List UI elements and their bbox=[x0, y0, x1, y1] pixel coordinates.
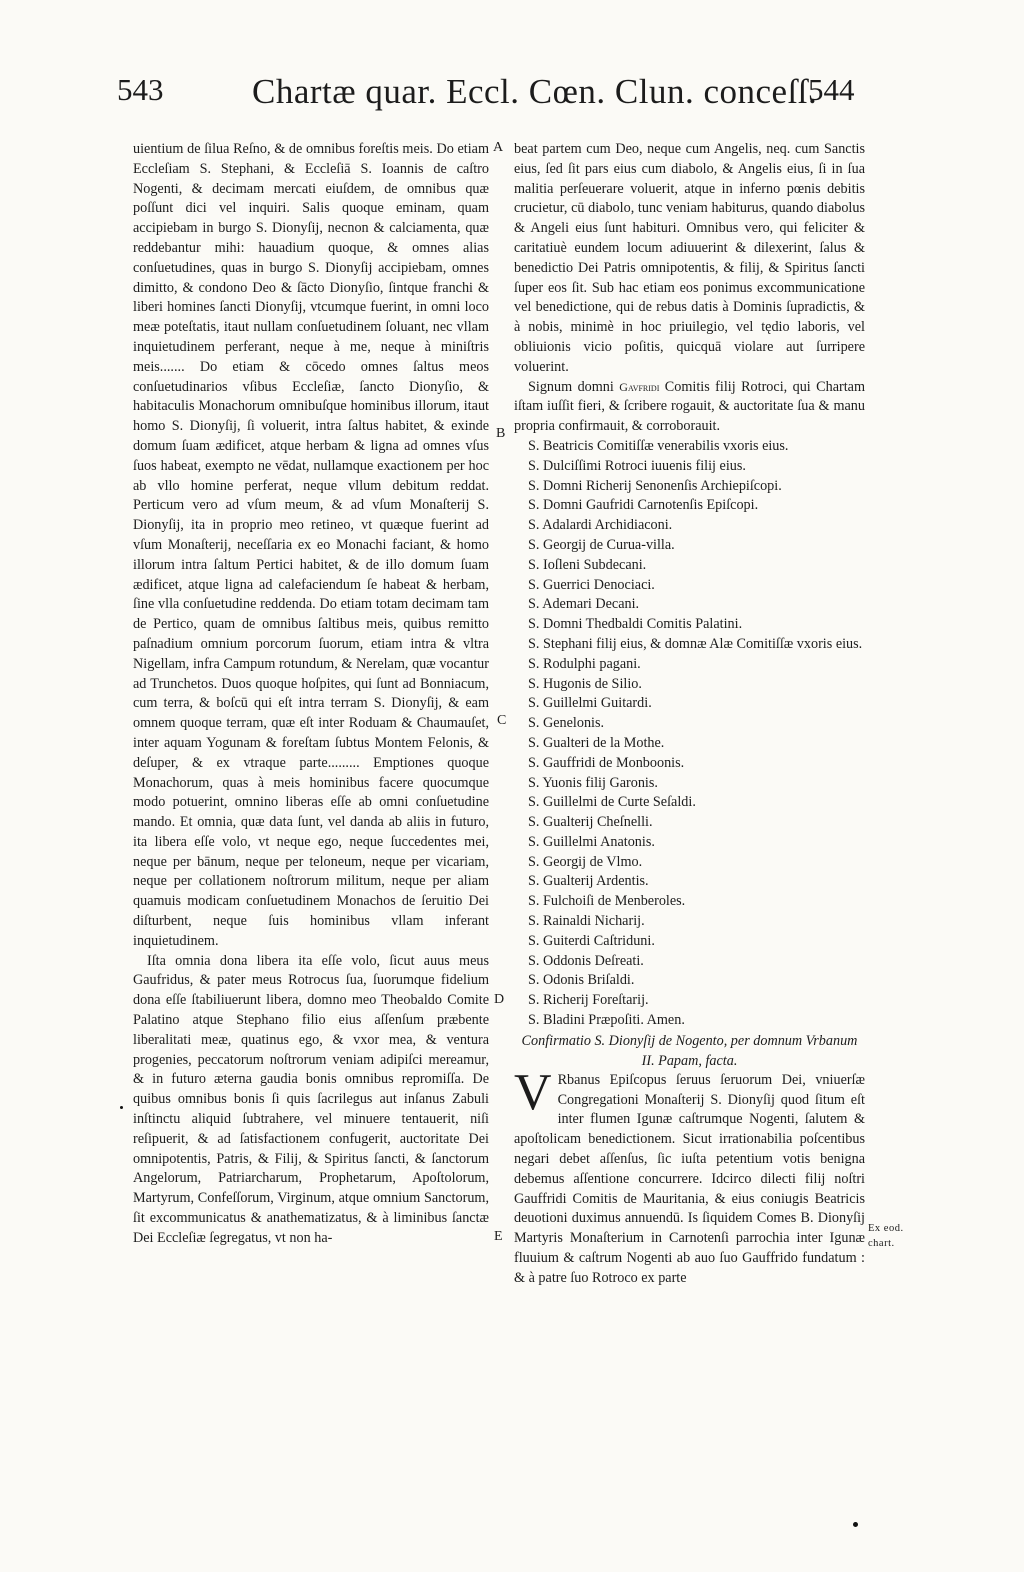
running-header bbox=[0, 72, 1024, 132]
section-caption: Confirmatio S. Dionyſij de Nogento, per domnum Vrbanum II. Papam, facta. bbox=[521, 1032, 858, 1069]
signum-name: Gavfridi bbox=[619, 379, 660, 394]
signature-item: S. Domni Richerij Senonenſis Archiepiſcopi. bbox=[528, 477, 782, 494]
signature-item: S. Ioſleni Subdecani. bbox=[528, 556, 647, 573]
signature-item: S. Dulciſſimi Rotroci iuuenis filij eius. bbox=[528, 457, 746, 474]
signature-item: S. Gualterij Cheſnelli. bbox=[528, 814, 653, 831]
ink-dot bbox=[853, 1522, 858, 1527]
final-paragraph bbox=[514, 1063, 865, 1289]
ink-dot bbox=[120, 1106, 123, 1109]
margin-letter-c: C bbox=[497, 713, 507, 728]
margin-note bbox=[868, 1221, 904, 1251]
signature-item: S. Oddonis Deſreati. bbox=[528, 952, 644, 969]
signature-item: S. Georgij de Vlmo. bbox=[528, 853, 643, 870]
signature-item: S. Odonis Briſaldi. bbox=[528, 972, 635, 989]
signature-item: S. Genelonis. bbox=[528, 715, 605, 732]
signum-start: Signum domni bbox=[528, 378, 614, 395]
left-paragraph-1: uientium de ſilua Reſno, & de omnibus foreſtis meis. Do etiam Eccleſiam S. Stephani, & Eccleſiā S. Ioannis de caſtro Nogenti, & decimam mercati eiuſdem, de omnibus quæ poſſunt dici vel inquiri. Salis quoque eminam, quam accipiebam in burgo S. Dionyſij, necnon & calciamenta, quæ reddebantur mihi: hauadium quoque, & omnes alias conſuetudines, quas in burgo S. Dionyſij accipiebam, omnes dimitto, & condono Deo & ſācto Dionyſio, ſintque franchi & liberi homines ſancti Dionyſij, vtcumque fuerint, in omni loco meæ poteſtatis, itaut nullam conſuetudinem ſoluant, nec vllam inquietudinem perferant, neque à me, neque à miniſtris meis....... Do etiam & cōcedo omnes ſaltus meos conſuetudinarios vſibus Eccleſiæ, ſancto Dionyſio, & habitaculis Monachorum omnibuſque hominibus illorum, itaut homo S. Dionyſij, ſi voluerit, intra ſaltus habitet, & exinde domum ſuam ædificet, atque herbam & ligna ad omnes vſus ſuos habeat, exempto ne vēdat, nullamque exactionem per hoc ab vllo homine perferat, neque vllum debitum reddat. Perticum vero ad vſum meum, & ad vſum Monaſterij S. Dionyſij, ita in proprio meo retineo, vt quæque fuerint ad vſum Monaſterij, neceſſaria ex eo Monachi faciant, & homo illorum intra ſaltum Pertici habitet, & de illo domum ſuam ædificet, atque ligna ad calefaciendum ſe habeat & herbam, ſine vlla conſuetudine reddenda. Do etiam totam decimam tam de Pertico, quam de omnibus ſaltibus meis, quibus remitto paſnadium omnium porcorum ſuorum, etiam intra & vltra Nigellam, infra Campum rotundum, & Nerelam, quæ vocantur ad Trunchetos. Duos quoque hoſpites, qui ſunt ad Bonniacum, cum terra, & boſcū qui eſt intra terram S. Dionyſij, & eam omnem quoque terram, quæ eſt inter Roduam & Chaumauſet, inter aquam Yogunam & foreſtam ſubtus Montem Felonis, & deſuper, & ex vtraque parte......... Emptiones quoque Monachorum, quas à meis hominibus facere quocumque modo potuerint, omnino liberas eſſe ab omni conſuetudine mando. Et omnia, quæ data ſunt, vel danda ab aliis in futuro, ita libera eſſe volo, vt neque ego, neque ſuccedentes mei, neque per bānum, neque per teloneum, neque per vicariam, neque per collationem noſtrorum militum, neque per aliam quamuis modicam conſuetudinem Monachos de ſeruitio Dei diſturbent, neque ſuis hominibus vllam inferant inquietudinem. bbox=[133, 141, 489, 949]
signature-item: S. Domni Thedbaldi Comitis Palatini. bbox=[528, 616, 743, 633]
margin-letter-b: B bbox=[496, 426, 506, 441]
signature-list bbox=[514, 437, 865, 1031]
signature-item: S. Fulchoiſi de Menberoles. bbox=[528, 893, 686, 910]
signature-item: S. Gualteri de la Mothe. bbox=[528, 734, 665, 751]
signature-item: S. Stephani filij eius, & domnæ Alæ Comitiſſæ vxoris eius. bbox=[528, 635, 863, 652]
signature-item: S. Guillelmi de Curte Seſaldi. bbox=[528, 794, 696, 811]
signature-item: S. Richerij Foreſtarij. bbox=[528, 992, 649, 1009]
signature-item: S. Yuonis filij Garonis. bbox=[528, 774, 658, 791]
final-paragraph-text: Rbanus Epiſcopus ſeruus ſeruorum Dei, vniuerſæ Congregationi Monaſterij S. Dionyſij quod ſitum eſt inter flumen Igunæ caſtrumque Nogenti, ſalutem & apoſtolicam benedictionem. Sicut irrationabilia poſcentibus negari debet aſſenſus, ſic iuſta petentium votis benigna debemus aſſentione concurrere. Idcirco dilecti filij noſtri Gauffridi Comitis de Mauritania, & eius coniugis Beatricis deuotioni duximus annuendū. Is ſiquidem Comes B. Dionyſij Martyris Monaſterium in Carnotenſi parrochia inter Igunæ fluuium & caſtrum Nogenti ab auo ſuo Gauffrido fundatum : & à patre ſuo Rotroco ex parte bbox=[514, 1071, 865, 1286]
left-paragraph-2: Iſta omnia dona libera ita eſſe volo, ſicut auus meus Gaufridus, & pater meus Rotrocus ſua, ſuorumque fidelium dona eſſe ſtabiliuerunt libera, domno meo Theobaldo Comite Palatino atque Stephano filio eius aſſenſum præbente liberalitati meæ, quatinus ego, & vxor mea, & ventura progenies, peccatorum noſtrorum veniam adipiſci mereamur, & in futuro æterna gaudia bonis omnibus repromiſſa. De quibus omnibus bonis ſi quis ſacrilegus aut inſanus Zabuli inſtinctu aliquid ſubtrahere, vel minuere tentauerit, niſi reſipuerit, & ad ſatisfactionem confugerit, auctoritate Dei omnipotentis, Patris, & Filij, & Spiritus ſancti, & ſanctorum Angelorum, Patriarcharum, Prophetarum, Apoſtolorum, Martyrum, Confeſſorum, Virginum, atque omnium Sanctorum, ſit excommunicatus & anathematizatus, & à liminibus ſanctæ Dei Eccleſiæ ſegregatus, vt non ha- bbox=[133, 952, 489, 1246]
signature-item: S. Guillelmi Anatonis. bbox=[528, 833, 655, 850]
signum-paragraph bbox=[514, 378, 865, 437]
running-title: Chartæ quar. Eccl. Cœn. Clun. conceſſ. bbox=[252, 72, 818, 111]
signature-item: S. Bladini Præpoſiti. Amen. bbox=[528, 1012, 685, 1029]
signature-item: S. Rainaldi Nicharij. bbox=[528, 913, 645, 930]
signature-item: S. Guillelmi Guitardi. bbox=[528, 695, 652, 712]
signature-item: S. Gualterij Ardentis. bbox=[528, 873, 649, 890]
left-column bbox=[133, 140, 489, 1249]
signature-item: S. Hugonis de Silio. bbox=[528, 675, 642, 692]
signature-item: S. Beatricis Comitiſſæ venerabilis vxoris eius. bbox=[528, 437, 789, 454]
margin-letter-d: D bbox=[494, 992, 505, 1007]
margin-note-line-1: Ex eod. bbox=[868, 1223, 904, 1234]
margin-letter-a: A bbox=[493, 140, 504, 155]
page-number-left: 543 bbox=[117, 72, 164, 107]
signature-item: S. Georgij de Curua-villa. bbox=[528, 536, 675, 553]
margin-note-line-2: chart. bbox=[868, 1238, 895, 1249]
signature-item: S. Gauffridi de Monboonis. bbox=[528, 754, 685, 771]
margin-letter-e: E bbox=[494, 1229, 503, 1244]
drop-cap: V bbox=[514, 1063, 552, 1121]
signature-item: S. Rodulphi pagani. bbox=[528, 655, 641, 672]
page-number-right: 544 bbox=[808, 72, 855, 107]
signature-item: S. Ademari Decani. bbox=[528, 596, 640, 613]
signature-item: S. Adalardi Archidiaconi. bbox=[528, 517, 673, 534]
signature-item: S. Guiterdi Caſtriduni. bbox=[528, 932, 655, 949]
signature-item: S. Guerrici Denociaci. bbox=[528, 576, 655, 593]
signum-rest: Comitis filij Rotroci, qui Chartam iſtam iuſſit fieri, & ſcribere rogauit, & auctoritate ſua & manu propria confirmauit, & corroborauit. bbox=[514, 378, 866, 435]
right-column bbox=[514, 140, 865, 1289]
right-continuation: beat partem cum Deo, neque cum Angelis, neq. cum Sanctis eius, ſed ſit pars eius cum diabolo, & Angelis eius, ſi in ſua malitia perſeuerare voluerit, atque in inferno pœnis debitis crucietur, cū diabolo, tunc veniam habiturus, quando diabolus & Angeli eius ſunt habituri. Omnibus vero, qui feliciter & caritatiuè eundem locum adiuuerint & dilexerint, ſalus & benedictio Dei Patris omnipotentis, & filij, & Spiritus ſancti ſuper eos ſit. Sub hac etiam eos ponimus excommunicatione vel benedictione, qui de rebus datis à Dominis ſupradictis, & à nobis, minimè in hoc priuilegio, vel tędio laboris, vel obliuionis vicio poſitis, quicquā violare aut ſurripere voluerint. bbox=[514, 141, 865, 375]
signature-item: S. Domni Gaufridi Carnotenſis Epiſcopi. bbox=[528, 497, 759, 514]
